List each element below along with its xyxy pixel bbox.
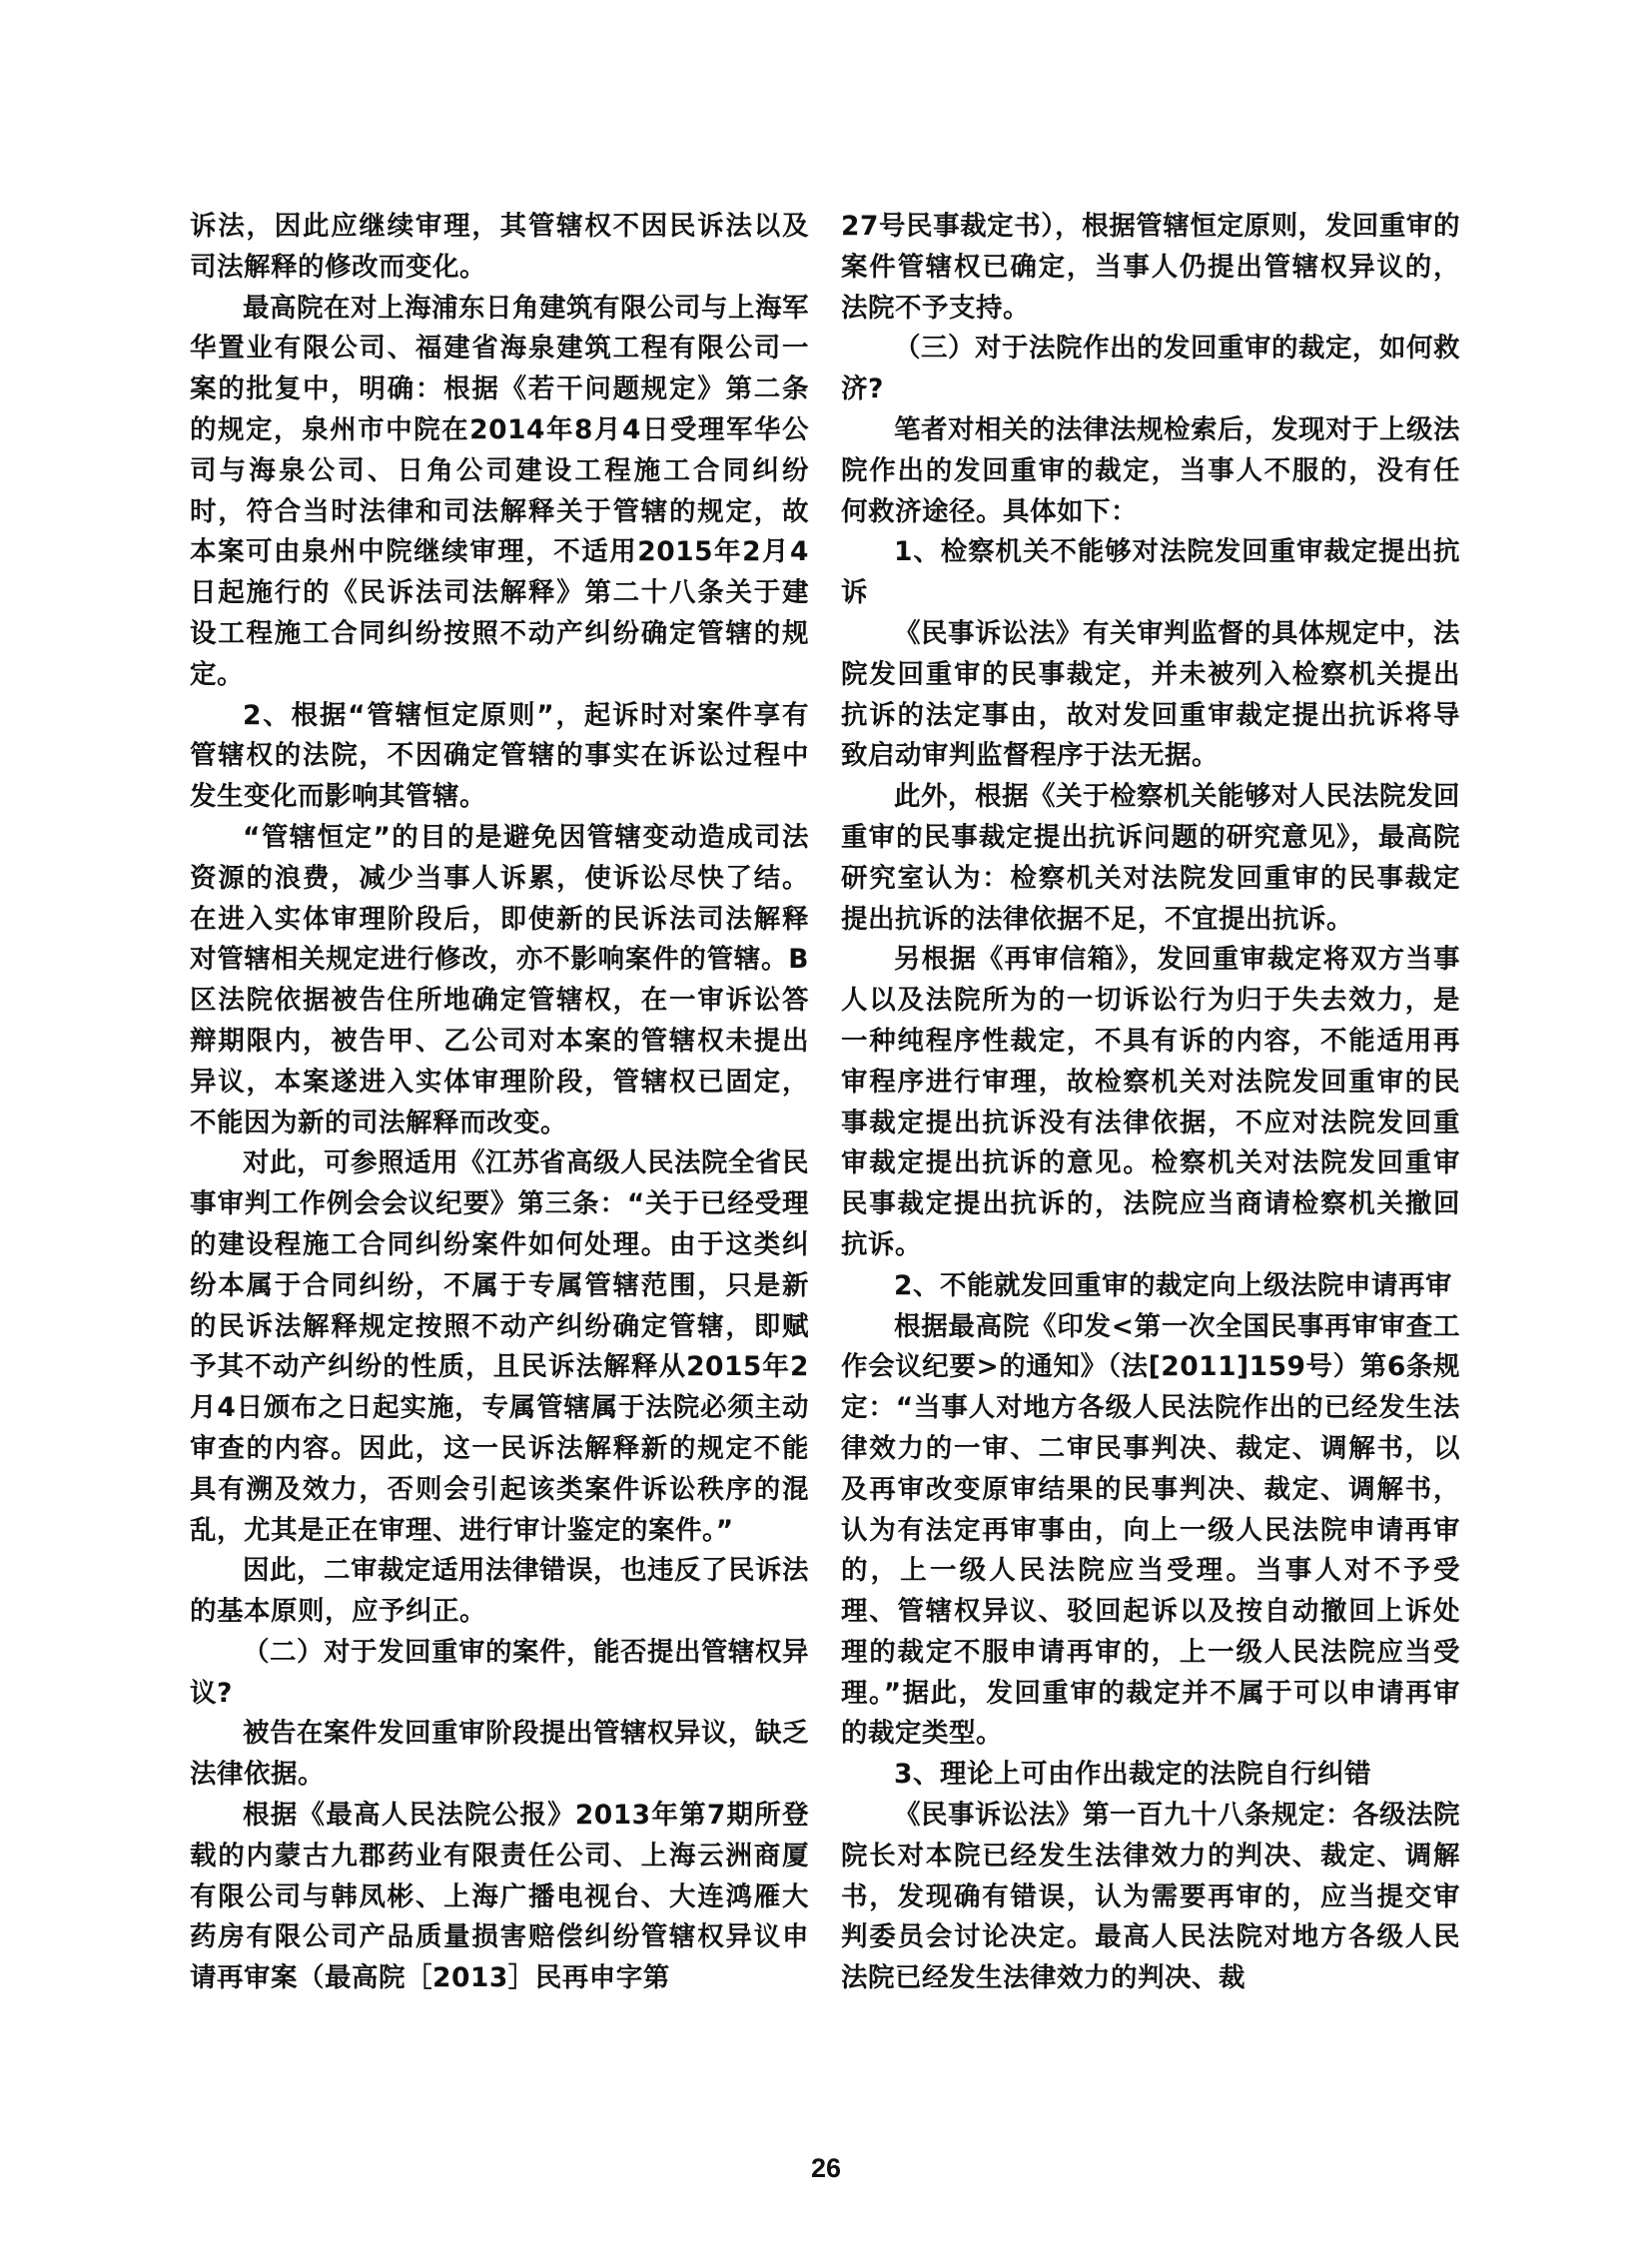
subsection-heading: 2、不能就发回重审的裁定向上级法院申请再审 [894,1269,1452,1301]
paragraph: “管辖恒定”的目的是避免因管辖变动造成司法资源的浪费，减少当事人诉累，使诉讼尽快了结。在进入实体审理阶段后，即使新的民诉法司法解释对管辖相关规定进行修改，亦不影响案件的管辖。B区法院依据被告住所地确定管辖权，在一审诉讼答辩期限内，被告甲、乙公司对本案的管辖权未提出异议，本案遂进入实体审理阶段，管辖权已固定，不能因为新的司法解释而改变。 [190,821,809,1138]
paragraph: 最高院在对上海浦东日角建筑有限公司与上海军华置业有限公司、福建省海泉建筑工程有限公司一案的批复中，明确：根据《若干问题规定》第二条的规定，泉州市中院在2014年8月4日受理军华公司与海泉公司、日角公司建设工程施工合同纠纷时，符合当时法律和司法解释关于管辖的规定，故本案可由泉州中院继续审理，不适用2015年2月4日起施行的《民诉法司法解释》第二十八条关于建设工程施工合同纠纷按照不动产纠纷确定管辖的规定。 [190,292,809,690]
paragraph: 27号民事裁定书），根据管辖恒定原则，发回重审的案件管辖权已确定，当事人仍提出管辖权异议的，法院不予支持。 [841,211,1460,324]
left-column [190,207,809,1999]
paragraph: 根据最高院《印发<第一次全国民事再审审查工作会议纪要>的通知》（法[2011]159号）第6条规定：“当事人对地方各级人民法院作出的已经发生法律效力的一审、二审民事判决、裁定、调解书，以及再审改变原审结果的民事判决、裁定、调解书，认为有法定再审事由，向上一级人民法院申请再审的，上一级人民法院应当受理。当事人对不予受理、管辖权异议、驳回起诉以及按自动撤回上诉处理的裁定不服申请再审的，上一级人民法院应当受理。”据此，发回重审的裁定并不属于可以申请再审的裁定类型。 [841,1310,1460,1750]
subsection-heading: 1、检察机关不能够对法院发回重审裁定提出抗诉 [841,536,1460,609]
paragraph: 诉法，因此应继续审理，其管辖权不因民诉法以及司法解释的修改而变化。 [190,211,809,283]
page-number: 26 [810,2153,842,2183]
paragraph: 笔者对相关的法律法规检索后，发现对于上级法院作出的发回重审的裁定，当事人不服的，没有任何救济途径。具体如下： [841,413,1460,527]
section-heading: （三）对于法院作出的发回重审的裁定，如何救济? [841,333,1460,405]
right-column [841,207,1460,1999]
paragraph: 根据《最高人民法院公报》2013年第7期所登载的内蒙古九郡药业有限责任公司、上海云洲商厦有限公司与韩凤彬、上海广播电视台、大连鸿雁大药房有限公司产品质量损害赔偿纠纷管辖权异议申请再审案（最高院［2013］民再申字第 [190,1800,809,1994]
paragraph: 另根据《再审信箱》，发回重审裁定将双方当事人以及法院所为的一切诉讼行为归于失去效力，是一种纯程序性裁定，不具有诉的内容，不能适用再审程序进行审理，故检察机关对法院发回重审的民事裁定提出抗诉没有法律依据，不应对法院发回重审裁定提出抗诉的意见。检察机关对法院发回重审民事裁定提出抗诉的，法院应当商请检察机关撤回抗诉。 [841,944,1460,1260]
paragraph: 因此，二审裁定适用法律错误，也违反了民诉法的基本原则，应予纠正。 [190,1555,809,1628]
subsection-heading: 3、理论上可由作出裁定的法院自行纠错 [894,1759,1371,1791]
paragraph: 此外，根据《关于检察机关能够对人民法院发回重审的民事裁定提出抗诉问题的研究意见》，最高院研究室认为：检察机关对法院发回重审的民事裁定提出抗诉的法律依据不足，不宜提出抗诉。 [841,781,1460,935]
section-heading: （二）对于发回重审的案件，能否提出管辖权异议? [190,1636,809,1709]
paragraph: 被告在案件发回重审阶段提出管辖权异议，缺乏法律依据。 [190,1718,809,1791]
paragraph: 《民事诉讼法》有关审判监督的具体规定中，法院发回重审的民事裁定，并未被列入检察机关提出抗诉的法定事由，故对发回重审裁定提出抗诉将导致启动审判监督程序于法无据。 [841,617,1460,772]
paragraph: 《民事诉讼法》第一百九十八条规定：各级法院院长对本院已经发生法律效力的判决、裁定、调解书，发现确有错误，认为需要再审的，应当提交审判委员会讨论决定。最高人民法院对地方各级人民法院已经发生法律效力的判决、裁 [841,1800,1460,1994]
paragraph: 2、根据“管辖恒定原则”，起诉时对案件享有管辖权的法院，不因确定管辖的事实在诉讼过程中发生变化而影响其管辖。 [190,699,809,813]
paragraph: 对此，可参照适用《江苏省高级人民法院全省民事审判工作例会会议纪要》第三条：“关于已经受理的建设程施工合同纠纷案件如何处理。由于这类纠纷本属于合同纠纷，不属于专属管辖范围，只是新的民诉法解释规定按照不动产纠纷确定管辖，即赋予其不动产纠纷的性质，且民诉法解释从2015年2月4日颁布之日起实施，专属管辖属于法院必须主动审查的内容。因此，这一民诉法解释新的规定不能具有溯及效力，否则会引起该类案件诉讼秩序的混乱，尤其是正在审理、进行审计鉴定的案件。” [190,1147,809,1546]
